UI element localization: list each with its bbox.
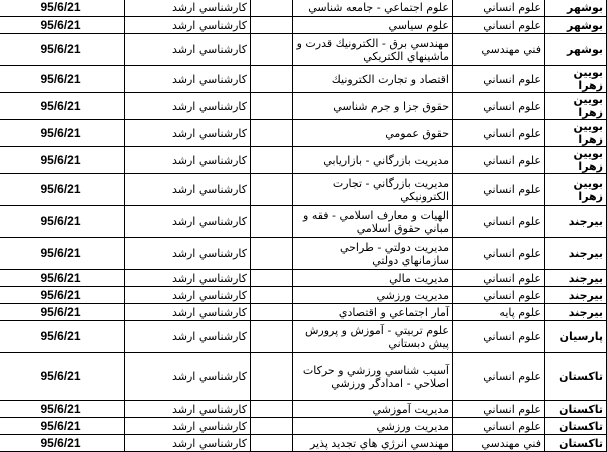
group-cell: علوم انساني <box>453 120 545 147</box>
empty-cell <box>251 270 293 287</box>
empty-cell <box>251 238 293 270</box>
field-cell: اقتصاد و تجارت الكترونيك <box>293 66 453 93</box>
field-cell: آسيب شناسي ورزشي و حركات اصلاحي - امدادگر ورزشي <box>293 353 453 401</box>
field-cell: علوم تربيتي - آموزش و پرورش پيش دبستاني <box>293 321 453 353</box>
table-row <box>0 304 607 321</box>
group-cell: فني مهندسي <box>453 435 545 452</box>
table-row <box>0 147 607 174</box>
table-row <box>0 321 607 353</box>
field-cell: مديريت ورزشي <box>293 287 453 304</box>
empty-cell <box>251 174 293 206</box>
empty-cell <box>251 34 293 66</box>
group-cell: علوم انساني <box>453 401 545 418</box>
degree-cell: كارشناسي ارشد <box>125 93 251 120</box>
empty-cell <box>251 147 293 174</box>
city-cell: بيرجند <box>545 238 607 270</box>
field-cell: حقوق عمومي <box>293 120 453 147</box>
degree-cell: كارشناسي ارشد <box>125 66 251 93</box>
empty-cell <box>251 304 293 321</box>
date-cell: 95/6/21 <box>0 270 125 287</box>
group-cell: علوم انساني <box>453 93 545 120</box>
date-cell: 95/6/21 <box>0 147 125 174</box>
degree-cell: كارشناسي ارشد <box>125 17 251 34</box>
city-cell: تاكستان <box>545 418 607 435</box>
degree-cell: كارشناسي ارشد <box>125 321 251 353</box>
city-cell: بويين زهرا <box>545 174 607 206</box>
group-cell: علوم انساني <box>453 174 545 206</box>
group-cell: علوم انساني <box>453 321 545 353</box>
field-cell: علوم سياسي <box>293 17 453 34</box>
city-cell: بيرجند <box>545 270 607 287</box>
date-cell: 95/6/21 <box>0 435 125 452</box>
date-cell: 95/6/21 <box>0 174 125 206</box>
empty-cell <box>251 321 293 353</box>
city-cell: بوشهر <box>545 34 607 66</box>
table-row <box>0 418 607 435</box>
date-cell: 95/6/21 <box>0 304 125 321</box>
date-cell: 95/6/21 <box>0 120 125 147</box>
date-cell: 95/6/21 <box>0 353 125 401</box>
table-row <box>0 435 607 452</box>
city-cell: تاكستان <box>545 435 607 452</box>
group-cell: فني مهندسي <box>453 34 545 66</box>
field-cell: آمار اجتماعي و اقتصادي <box>293 304 453 321</box>
degree-cell: كارشناسي ارشد <box>125 238 251 270</box>
empty-cell <box>251 435 293 452</box>
group-cell: علوم انساني <box>453 287 545 304</box>
table-row <box>0 0 607 17</box>
field-cell: حقوق جزا و جرم شناسي <box>293 93 453 120</box>
group-cell: علوم انساني <box>453 17 545 34</box>
city-cell: بيرجند <box>545 206 607 238</box>
field-cell: مهندسي برق - الكترونيك قدرت و ماشينهاي الكتريكي <box>293 34 453 66</box>
date-cell: 95/6/21 <box>0 418 125 435</box>
empty-cell <box>251 418 293 435</box>
group-cell: علوم انساني <box>453 418 545 435</box>
group-cell: علوم انساني <box>453 147 545 174</box>
empty-cell <box>251 401 293 418</box>
date-cell: 95/6/21 <box>0 66 125 93</box>
table-row <box>0 93 607 120</box>
date-cell: 95/6/21 <box>0 321 125 353</box>
table-row <box>0 238 607 270</box>
empty-cell <box>251 120 293 147</box>
date-cell: 95/6/21 <box>0 0 125 17</box>
table-row <box>0 401 607 418</box>
degree-cell: كارشناسي ارشد <box>125 0 251 17</box>
degree-cell: كارشناسي ارشد <box>125 147 251 174</box>
date-cell: 95/6/21 <box>0 206 125 238</box>
city-cell: بيرجند <box>545 287 607 304</box>
group-cell: علوم انساني <box>453 66 545 93</box>
empty-cell <box>251 66 293 93</box>
table-row <box>0 34 607 66</box>
date-cell: 95/6/21 <box>0 238 125 270</box>
field-cell: مديريت بازرگاني - بازاريابي <box>293 147 453 174</box>
table-row <box>0 287 607 304</box>
table-row <box>0 206 607 238</box>
table-row <box>0 353 607 401</box>
degree-cell: كارشناسي ارشد <box>125 120 251 147</box>
degree-cell: كارشناسي ارشد <box>125 353 251 401</box>
date-cell: 95/6/21 <box>0 401 125 418</box>
degree-cell: كارشناسي ارشد <box>125 401 251 418</box>
empty-cell <box>251 353 293 401</box>
degree-cell: كارشناسي ارشد <box>125 418 251 435</box>
empty-cell <box>251 17 293 34</box>
empty-cell <box>251 206 293 238</box>
table-row <box>0 174 607 206</box>
city-cell: تاكستان <box>545 353 607 401</box>
degree-cell: كارشناسي ارشد <box>125 270 251 287</box>
group-cell: علوم انساني <box>453 238 545 270</box>
city-cell: بويين زهرا <box>545 93 607 120</box>
field-cell: مهندسي انرژي هاي تجديد پذير <box>293 435 453 452</box>
table-row <box>0 270 607 287</box>
degree-cell: كارشناسي ارشد <box>125 174 251 206</box>
city-cell: بويين زهرا <box>545 120 607 147</box>
group-cell: علوم انساني <box>453 270 545 287</box>
date-cell: 95/6/21 <box>0 93 125 120</box>
empty-cell <box>251 287 293 304</box>
city-cell: تاكستان <box>545 401 607 418</box>
group-cell: علوم انساني <box>453 206 545 238</box>
degree-cell: كارشناسي ارشد <box>125 206 251 238</box>
degree-cell: كارشناسي ارشد <box>125 34 251 66</box>
field-cell: مديريت بازرگاني - تجارت الكترونيكي <box>293 174 453 206</box>
empty-cell <box>251 0 293 17</box>
field-cell: علوم اجتماعي - جامعه شناسي <box>293 0 453 17</box>
degree-cell: كارشناسي ارشد <box>125 287 251 304</box>
city-cell: بويين زهرا <box>545 66 607 93</box>
field-cell: الهيات و معارف اسلامي - فقه و مباني حقوق اسلامي <box>293 206 453 238</box>
table-row <box>0 17 607 34</box>
field-cell: مديريت ورزشي <box>293 418 453 435</box>
degree-cell: كارشناسي ارشد <box>125 435 251 452</box>
table-row <box>0 120 607 147</box>
degree-cell: كارشناسي ارشد <box>125 304 251 321</box>
city-cell: بويين زهرا <box>545 147 607 174</box>
group-cell: علوم انساني <box>453 0 545 17</box>
city-cell: پارسيان <box>545 321 607 353</box>
date-cell: 95/6/21 <box>0 287 125 304</box>
city-cell: بيرجند <box>545 304 607 321</box>
field-cell: مديريت آموزشي <box>293 401 453 418</box>
group-cell: علوم انساني <box>453 353 545 401</box>
city-cell: بوشهر <box>545 0 607 17</box>
date-cell: 95/6/21 <box>0 34 125 66</box>
empty-cell <box>251 93 293 120</box>
table-row <box>0 66 607 93</box>
field-cell: مديريت دولتي - طراحي سازمانهاي دولتي <box>293 238 453 270</box>
city-cell: بوشهر <box>545 17 607 34</box>
date-cell: 95/6/21 <box>0 17 125 34</box>
field-cell: مديريت مالي <box>293 270 453 287</box>
group-cell: علوم پايه <box>453 304 545 321</box>
